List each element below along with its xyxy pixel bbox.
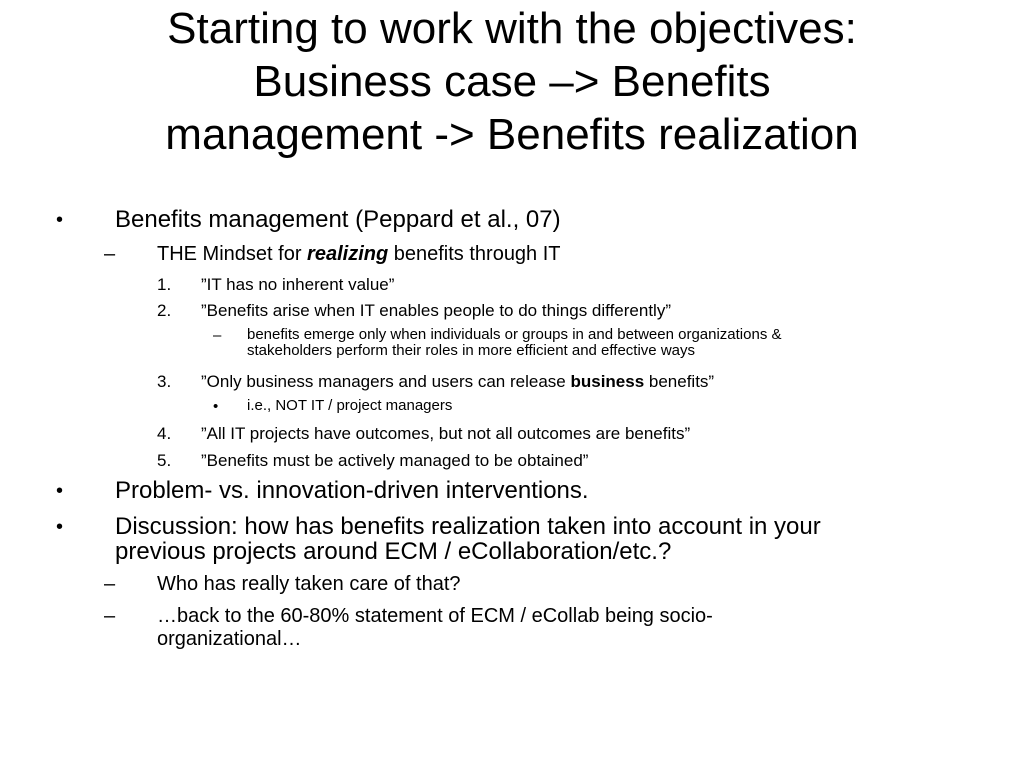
sub-item-text: i.e., NOT IT / project managers [247,397,453,414]
bullet-marker: • [56,209,64,231]
sub-item-line-1: benefits emerge only when individuals or groups in and between organizations & [247,326,782,343]
sub-bullet-text [157,605,967,651]
dash-marker: – [104,573,116,595]
numbered-text: ”Benefits must be actively managed to be obtained” [201,451,589,470]
number-marker: 5. [157,451,172,470]
numbered-text [201,372,981,392]
discussion-line-2: previous projects around ECM / eCollaboration/etc.? [115,538,672,565]
mindset-prefix: THE Mindset for [157,243,308,265]
statement-line-2: organizational… [157,628,302,650]
bullet-text [115,514,985,564]
sub-item-text [247,327,967,359]
dash-marker: – [213,327,222,344]
title-line-3: management -> Benefits realization [165,110,859,159]
bullet-marker: • [213,398,219,415]
numbered-text: ”IT has no inherent value” [201,275,395,294]
mindset-suffix: benefits through IT [388,243,561,265]
dash-marker: – [104,605,116,627]
statement-line-1: …back to the 60-80% statement of ECM / eCollab being socio- [157,605,713,627]
numbered-text: ”Benefits arise when IT enables people to do things differently” [201,301,671,320]
numbered-text: ”All IT projects have outcomes, but not all outcomes are benefits” [201,424,691,443]
mindset-emphasis: realizing [307,243,389,265]
item3-prefix: ”Only business managers and users can release [201,372,571,391]
item3-emphasis: business [570,372,645,391]
discussion-line-1: Discussion: how has benefits realization taken into account in your [115,513,821,540]
number-marker: 1. [157,275,172,294]
number-marker: 4. [157,424,172,443]
sub-bullet-text [157,243,967,266]
sub-bullet-text: Who has really taken care of that? [157,573,461,595]
bullet-marker: • [56,480,64,502]
title-line-1: Starting to work with the objectives: [167,4,857,53]
bullet-marker: • [56,516,64,538]
number-marker: 2. [157,301,172,320]
bullet-text: Benefits management (Peppard et al., 07) [115,206,561,233]
bullet-text: Problem- vs. innovation-driven interventions. [115,477,589,504]
title-line-2: Business case –> Benefits [253,57,771,106]
item3-suffix: benefits” [644,372,715,391]
number-marker: 3. [157,372,172,391]
dash-marker: – [104,243,116,265]
sub-item-line-2: stakeholders perform their roles in more efficient and effective ways [247,342,695,359]
